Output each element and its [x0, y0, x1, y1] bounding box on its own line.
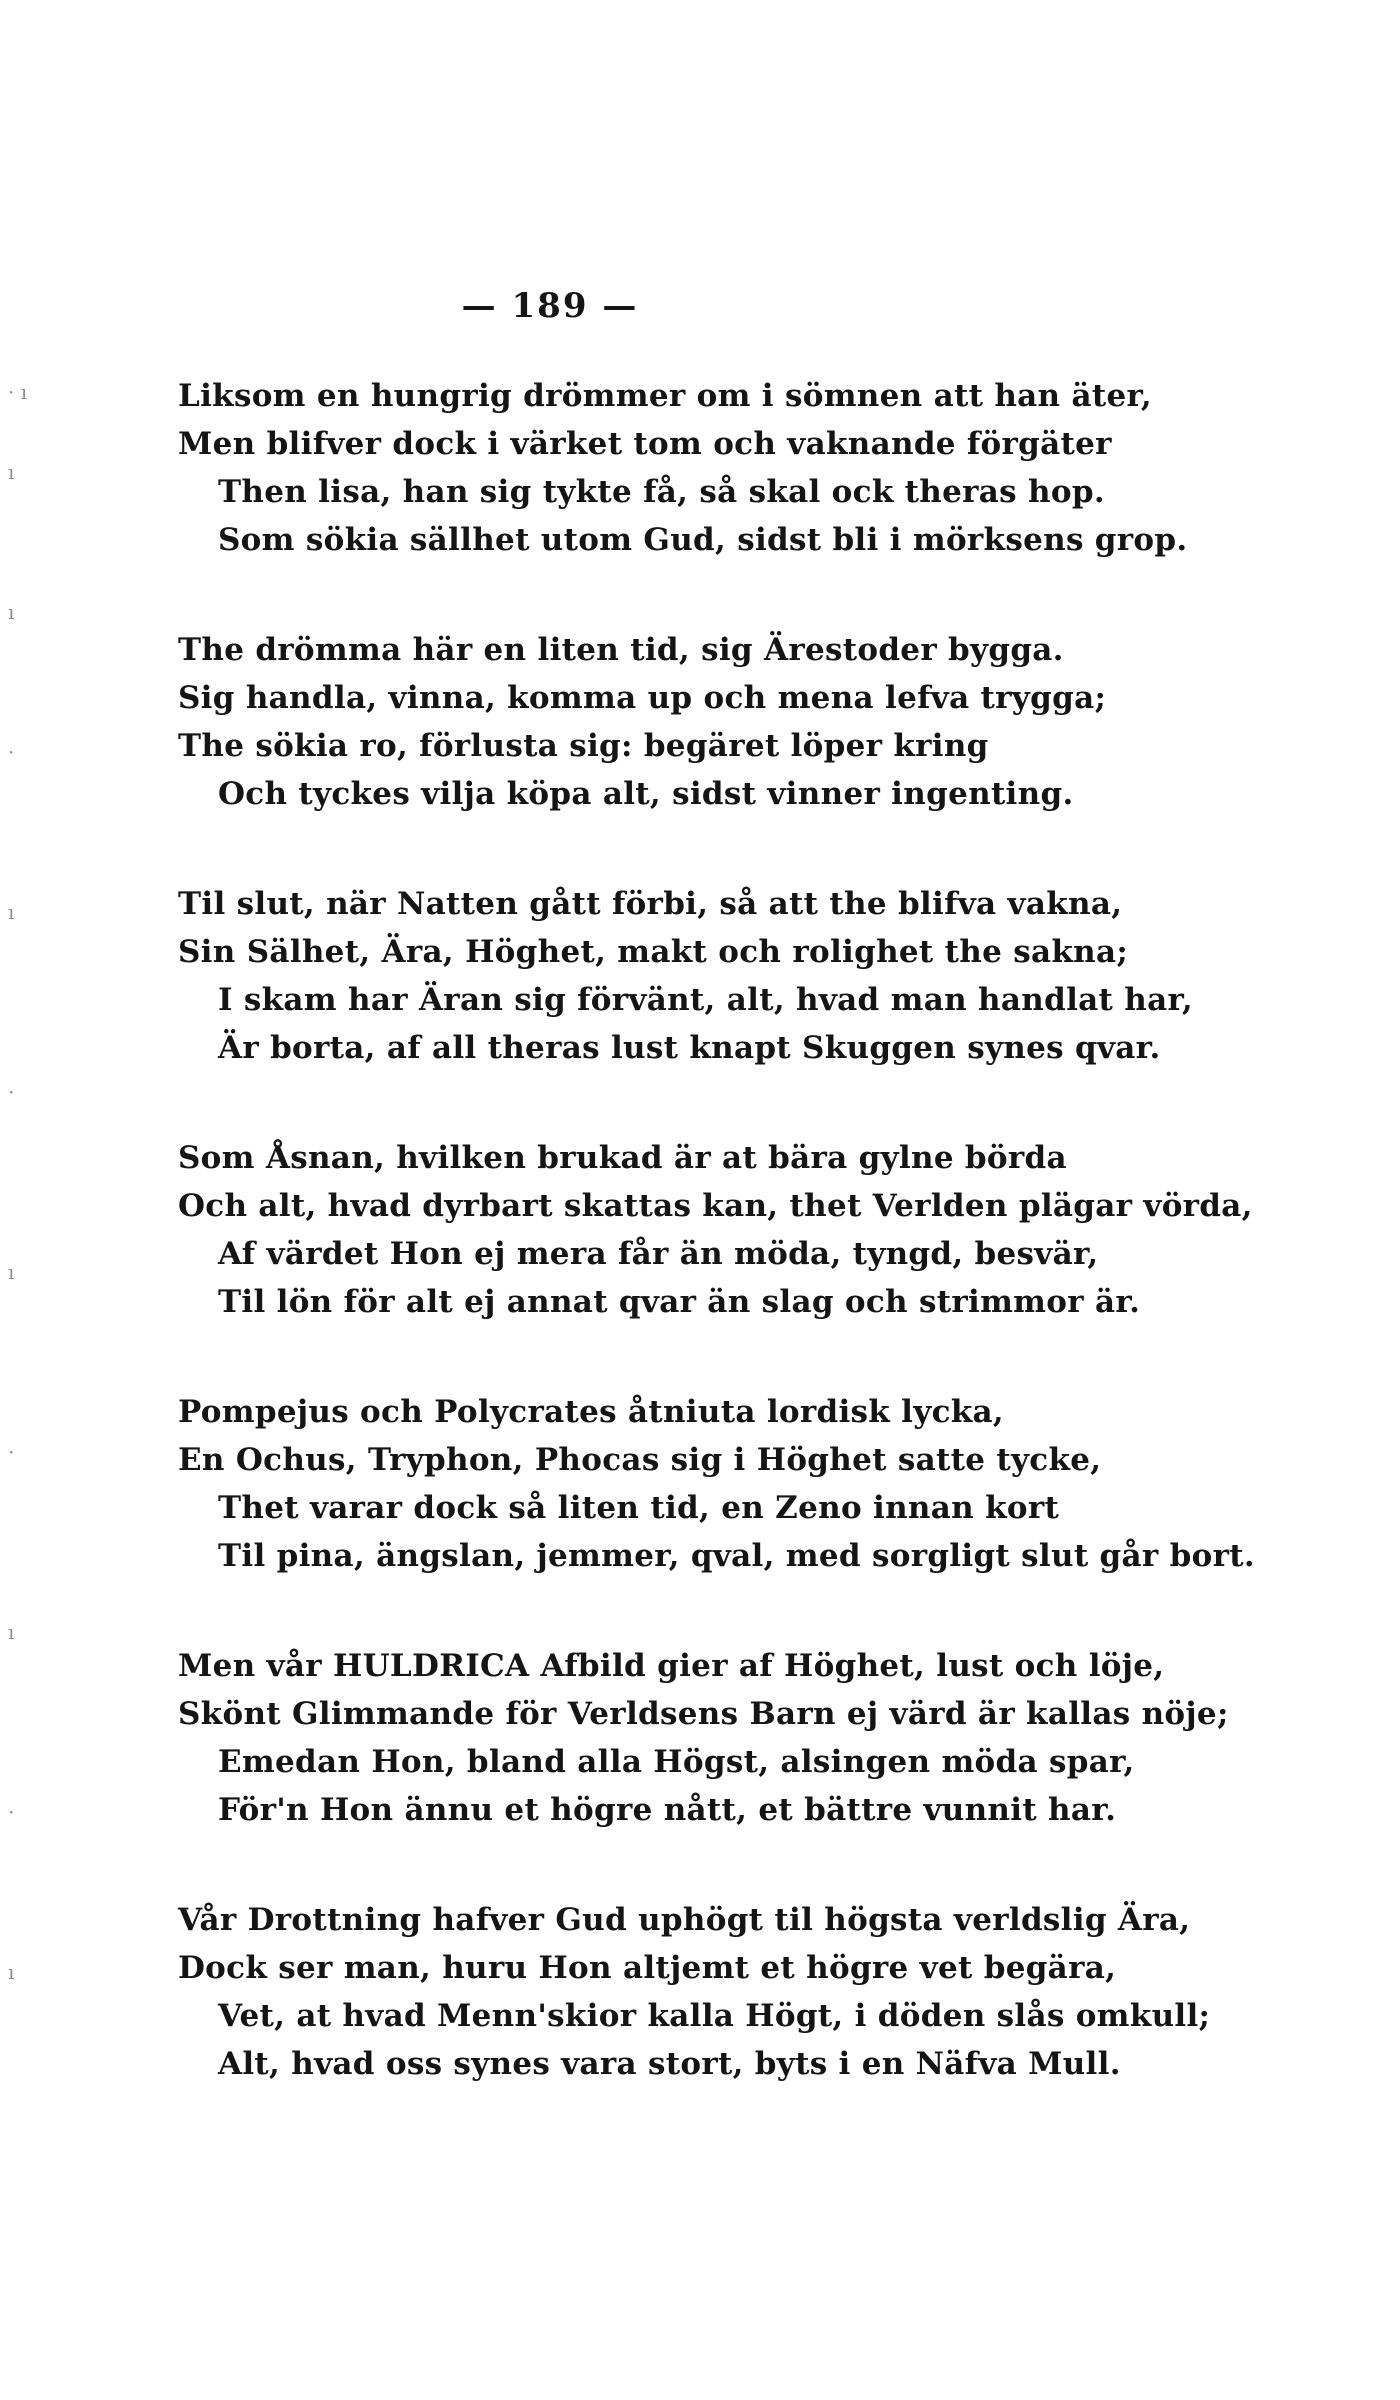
verse-line: The sökia ro, förlusta sig: begäret löper kring — [178, 728, 989, 764]
stanza — [178, 372, 1198, 564]
verse-line: The drömma här en liten tid, sig Ärestoder bygga. — [178, 632, 1064, 668]
stanza — [178, 1134, 1253, 1326]
verse-line: Vet, at hvad Menn'skior kalla Högt, i döden slås omkull; — [218, 1998, 1211, 2034]
verse-line: Liksom en hungrig drömmer om i sömnen att han äter, — [178, 378, 1152, 414]
verse-line: Til slut, när Natten gått förbi, så att the blifva vakna, — [178, 886, 1123, 922]
verse-line: Och tyckes vilja köpa alt, sidst vinner ingenting. — [218, 776, 1074, 812]
verse-line: Pompejus och Polycrates åtniuta lordisk lycka, — [178, 1394, 1005, 1430]
bleed-mark: · — [8, 740, 15, 764]
bleed-mark: ı — [8, 460, 15, 484]
verse-line: Sin Sälhet, Ära, Höghet, makt och rolighet the sakna; — [178, 934, 1129, 970]
verse-line: Men blifver dock i värket tom och vaknande förgäter — [178, 426, 1112, 462]
bleed-through-margin — [0, 380, 80, 2020]
bleed-mark: · — [8, 1800, 15, 1824]
verse-line: Emedan Hon, bland alla Högst, alsingen möda spar, — [218, 1744, 1135, 1780]
stanza — [178, 880, 1198, 1072]
bleed-mark: · — [8, 1080, 15, 1104]
verse-line: En Ochus, Tryphon, Phocas sig i Höghet satte tycke, — [178, 1442, 1102, 1478]
page-number: — 189 — — [461, 286, 639, 326]
bleed-mark: · — [8, 1440, 15, 1464]
verse-line: Af värdet Hon ej mera får än möda, tyngd, besvär, — [218, 1236, 1099, 1272]
stanza — [178, 1896, 1211, 2088]
stanza — [178, 626, 1198, 818]
bleed-mark: ı — [8, 600, 15, 624]
verse-line: Som sökia sällhet utom Gud, sidst bli i mörksens grop. — [218, 522, 1188, 558]
stanza — [178, 1388, 1255, 1580]
stanza — [178, 1642, 1229, 1834]
bleed-mark: ı — [8, 1260, 15, 1284]
verse-line: För'n Hon ännu et högre nått, et bättre vunnit har. — [218, 1792, 1117, 1828]
poem-text — [178, 372, 1255, 2150]
verse-line: Thet varar dock så liten tid, en Zeno innan kort — [218, 1490, 1060, 1526]
bleed-mark: ı — [8, 1620, 15, 1644]
verse-line: Dock ser man, huru Hon altjemt et högre vet begära, — [178, 1950, 1117, 1986]
verse-line: Alt, hvad oss synes vara stort, byts i en Näfva Mull. — [218, 2046, 1121, 2082]
verse-line: Som Åsnan, hvilken brukad är at bära gylne börda — [178, 1140, 1067, 1176]
verse-line: Och alt, hvad dyrbart skattas kan, thet Verlden plägar vörda, — [178, 1188, 1253, 1224]
bleed-mark: ı — [8, 1960, 15, 1984]
bleed-mark: · ı — [8, 380, 28, 404]
verse-line: I skam har Äran sig förvänt, alt, hvad man handlat har, — [218, 982, 1193, 1018]
verse-line: Vår Drottning hafver Gud uphögt til högsta verldslig Ära, — [178, 1902, 1191, 1938]
verse-line: Til lön för alt ej annat qvar än slag och strimmor är. — [218, 1284, 1141, 1320]
verse-line: Sig handla, vinna, komma up och mena lefva tryggа; — [178, 680, 1107, 716]
verse-line: Skönt Glimmande för Verldsens Barn ej värd är kallas nöje; — [178, 1696, 1229, 1732]
verse-line: Men vår HULDRICA Afbild gier af Höghet, lust och löje, — [178, 1648, 1165, 1684]
verse-line: Är borta, af all theras lust knapt Skuggen synes qvar. — [218, 1030, 1161, 1066]
verse-line: Then lisa, han sig tykte få, så skal ock theras hop. — [218, 474, 1105, 510]
bleed-mark: ı — [8, 900, 15, 924]
verse-line: Til pina, ängslan, jemmer, qval, med sorgligt slut går bort. — [218, 1538, 1255, 1574]
